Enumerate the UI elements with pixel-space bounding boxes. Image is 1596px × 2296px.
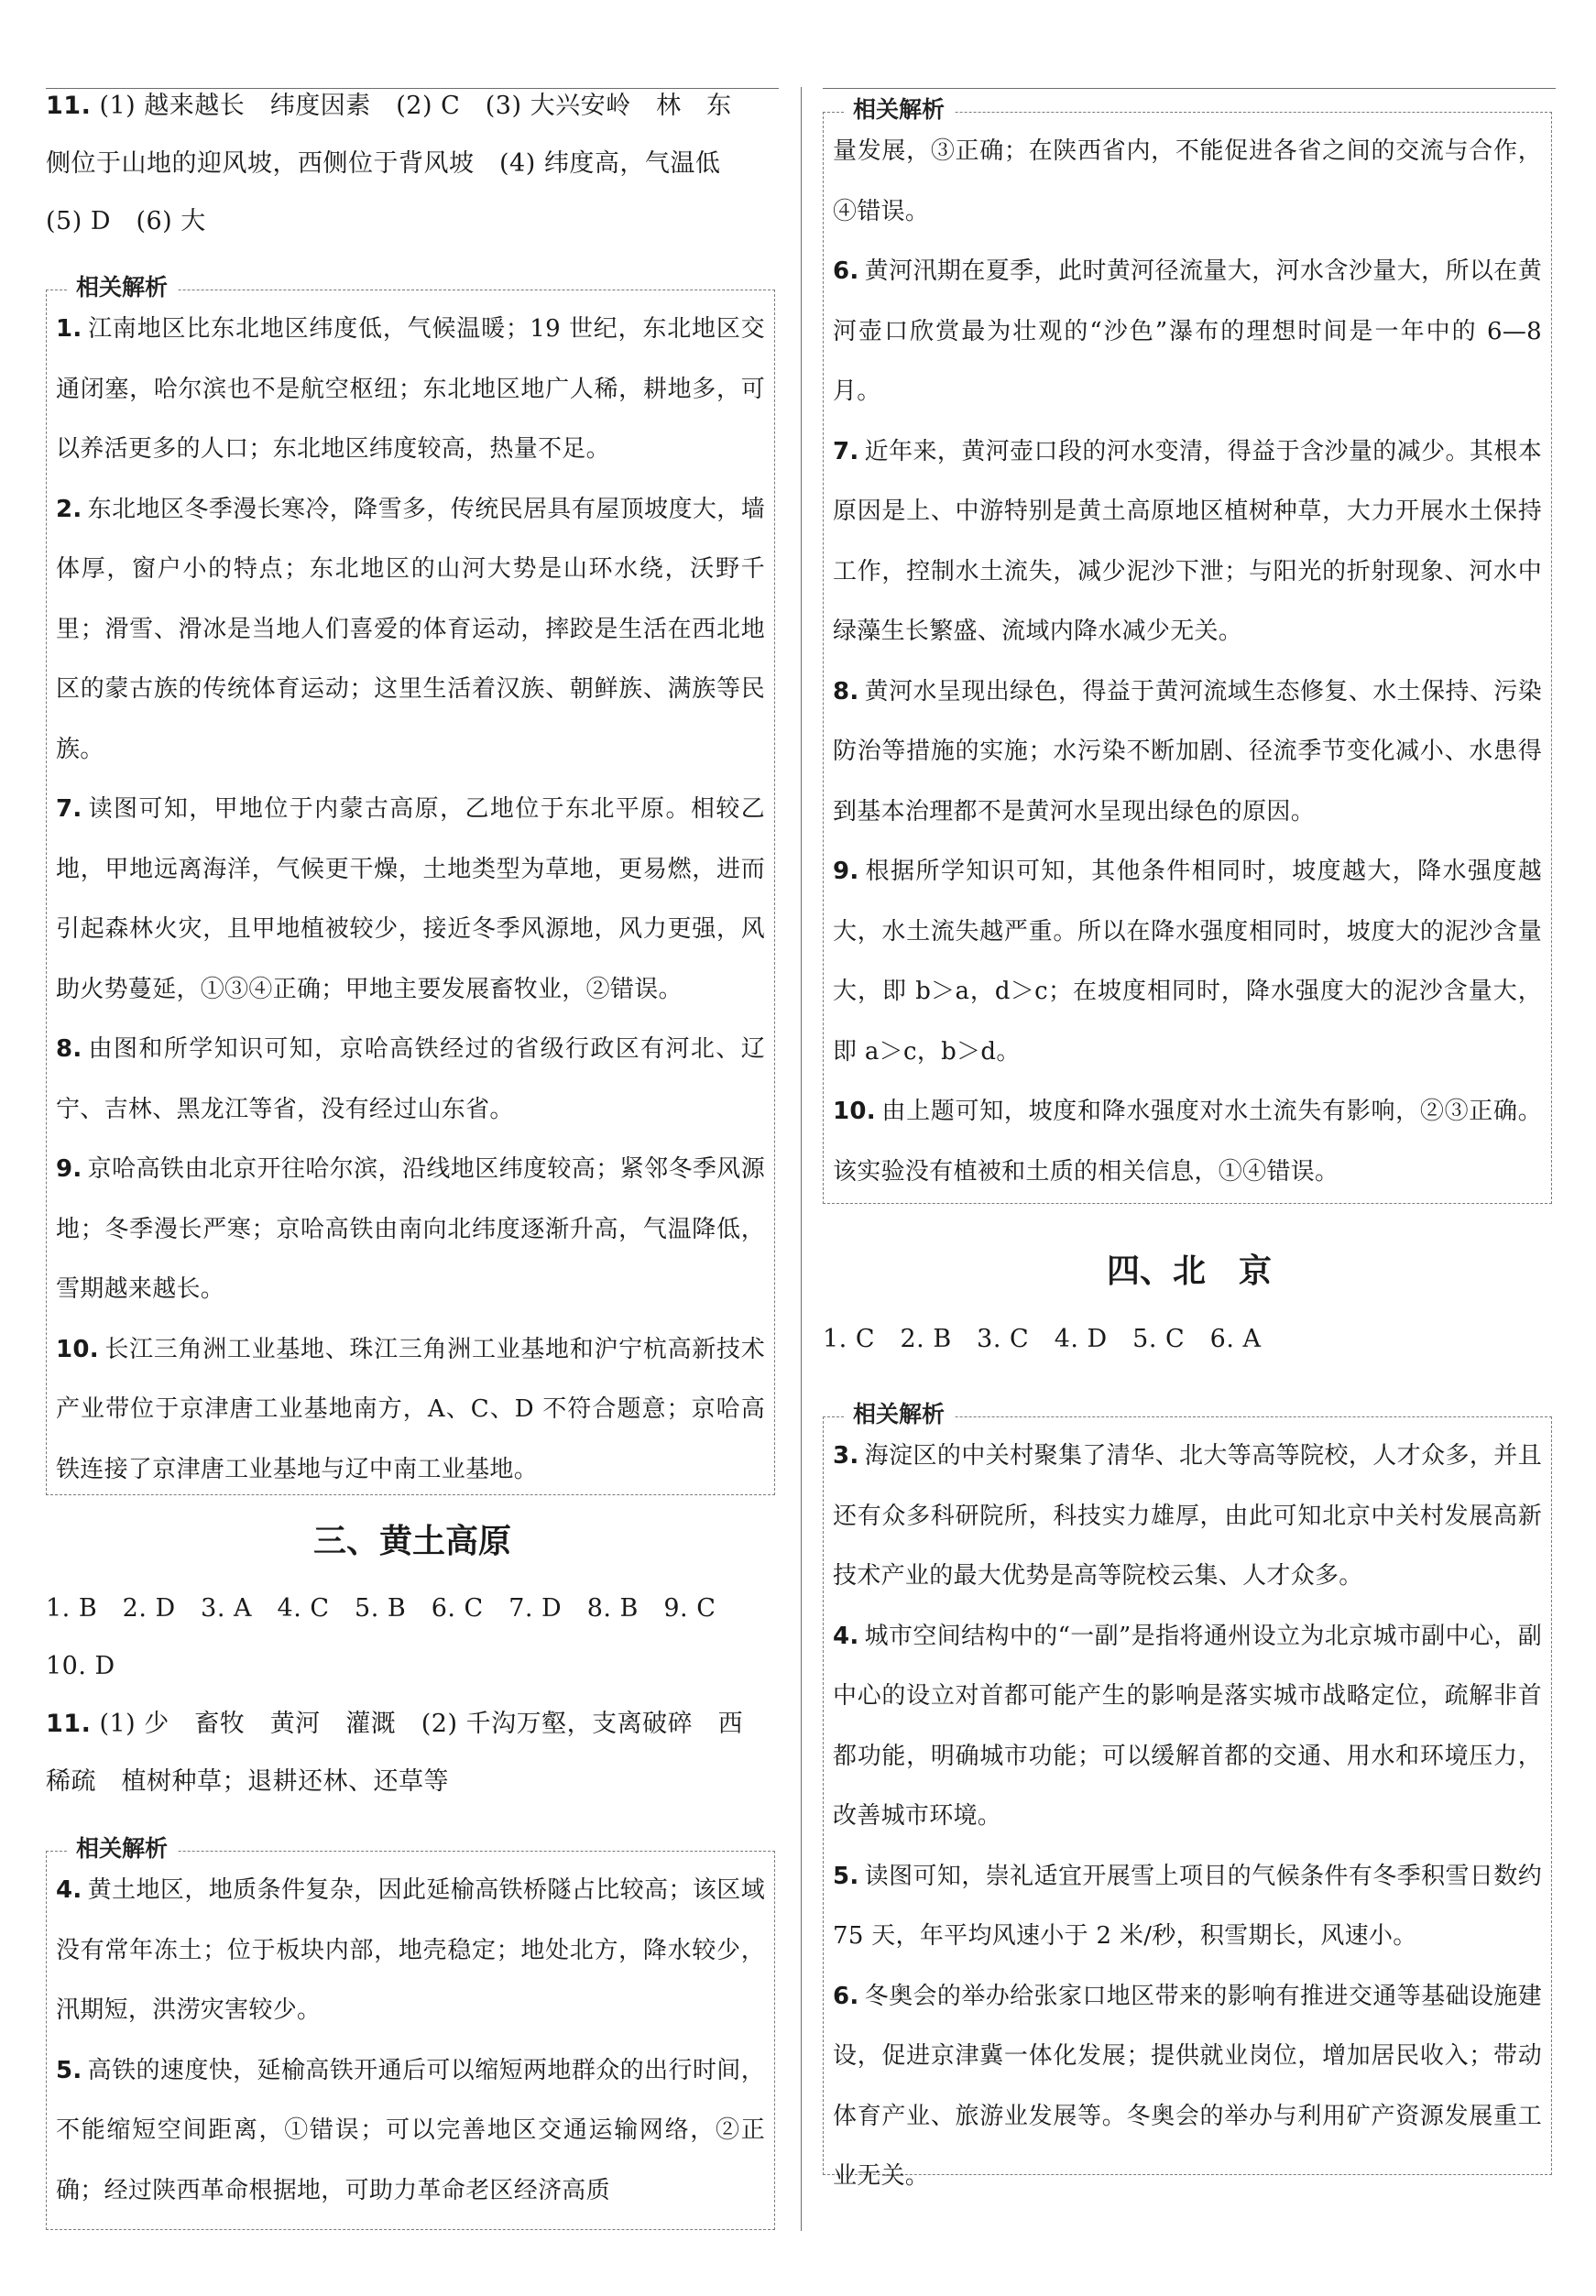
answers-line-2: 10. D xyxy=(46,1652,115,1680)
analysis-title: 相关解析 xyxy=(67,1833,177,1864)
analysis-item: 6. 黄河汛期在夏季，此时黄河径流量大，河水含沙量大，所以在黄河壶口欣赏最为壮观的“沙色”瀑布的理想时间是一年中的 6—8 月。 xyxy=(833,257,1542,405)
q11-line-1: (1) 越来越长 纬度因素 (2) C (3) 大兴安岭 林 东 xyxy=(99,92,732,120)
q11-line-3: (5) D (6) 大 xyxy=(46,207,206,235)
analysis-item: 5. 读图可知，崇礼适宜开展雪上项目的气候条件有冬季积雪日数约 75 天，年平均风速小于 2 米/秒，积雪期长，风速小。 xyxy=(833,1862,1542,1950)
analysis-box-1 xyxy=(46,274,775,1495)
analysis-item: 10. 由上题可知，坡度和降水强度对水土流失有影响，②③正确。该实验没有植被和土质的相关信息，①④错误。 xyxy=(833,1098,1542,1186)
analysis-item: 9. 京哈高铁由北京开往哈尔滨，沿线地区纬度较高；紧邻冬季风源地；冬季漫长严寒；京哈高铁由南向北纬度逐渐升高，气温降低，雪期越来越长。 xyxy=(56,1155,765,1303)
analysis-item: 7. 近年来，黄河壶口段的河水变清，得益于含沙量的减少。其根本原因是上、中游特别是黄土高原地区植树种草，大力开展水土保持工作，控制水土流失，减少泥沙下泄；与阳光的折射现象、河水中绿藻生长繁盛、流域内降水减少无关。 xyxy=(833,437,1542,645)
analysis-item: 4. 城市空间结构中的“一副”是指将通州设立为北京城市副中心，副中心的设立对首都可能产生的影响是落实城市战略定位，疏解非首都功能，明确城市功能；可以缓解首都的交通、用水和环境压力，改善城市环境。 xyxy=(833,1622,1542,1830)
analysis-box-3 xyxy=(823,96,1552,1204)
analysis-box-2 xyxy=(46,1835,775,2230)
analysis-title: 相关解析 xyxy=(844,1399,954,1430)
q11-number: 11. xyxy=(46,92,92,120)
analysis-item: 4. 黄土地区，地质条件复杂，因此延榆高铁桥隧占比较高；该区域没有常年冻土；位于板块内部，地壳稳定；地处北方，降水较少，汛期短，洪涝灾害较少。 xyxy=(56,1876,765,2024)
s3-q11-line-2: 稀疏 植树种草；退耕还林、还草等 xyxy=(46,1767,449,1796)
analysis-item: 5. 高铁的速度快，延榆高铁开通后可以缩短两地群众的出行时间，不能缩短空间距离，①错误；可以完善地区交通运输网络，②正确；经过陕西革命根据地，可助力革命老区经济高质 xyxy=(56,2056,765,2204)
column-divider xyxy=(801,87,802,2231)
analysis-title: 相关解析 xyxy=(844,94,954,126)
analysis-item: 7. 读图可知，甲地位于内蒙古高原，乙地位于东北平原。相较乙地，甲地远离海洋，气候更干燥，土地类型为草地，更易燃，进而引起森林火灾，且甲地植被较少，接近冬季风源地，风力更强，风助火势蔓延，①③④正确；甲地主要发展畜牧业，②错误。 xyxy=(56,795,765,1003)
q11-line-2: 侧位于山地的迎风坡，西侧位于背风坡 (4) 纬度高，气温低 xyxy=(46,149,721,178)
analysis-item: 6. 冬奥会的举办给张家口地区带来的影响有推进交通等基础设施建设，促进京津冀一体化发展；提供就业岗位，增加居民收入；带动体育产业、旅游业发展等。冬奥会的举办与利用矿产资源发展重工业无关。 xyxy=(833,1982,1542,2190)
q11-answer xyxy=(46,77,779,250)
analysis-item: 量发展，③正确；在陕西省内，不能促进各省之间的交流与合作，④错误。 xyxy=(833,137,1542,225)
analysis-item: 3. 海淀区的中关村聚集了清华、北大等高等院校，人才众多，并且还有众多科研院所，科技实力雄厚，由此可知北京中关村发展高新技术产业的最大优势是高等院校云集、人才众多。 xyxy=(833,1442,1542,1590)
section-title-beijing: 四、北 京 xyxy=(1106,1252,1272,1290)
s3-q11-line-1: (1) 少 畜牧 黄河 灌溉 (2) 千沟万壑，支离破碎 西 xyxy=(99,1710,744,1738)
analysis-item: 8. 由图和所学知识可知，京哈高铁经过的省级行政区有河北、辽宁、吉林、黑龙江等省，没有经过山东省。 xyxy=(56,1035,765,1123)
section4-answers: 1. C 2. B 3. C 4. D 5. C 6. A xyxy=(823,1325,1262,1353)
analysis-item: 2. 东北地区冬季漫长寒冷，降雪多，传统民居具有屋顶坡度大，墙体厚，窗户小的特点；东北地区的山河大势是山环水绕，沃野千里；滑雪、滑冰是当地人们喜爱的体育运动，摔跤是生活在西北地区的蒙古族的传统体育运动；这里生活着汉族、朝鲜族、满族等民族。 xyxy=(56,495,765,763)
section3-answers xyxy=(46,1580,779,1810)
analysis-item: 10. 长江三角洲工业基地、珠江三角洲工业基地和沪宁杭高新技术产业带位于京津唐工业基地南方，A、C、D 不符合题意；京哈高铁连接了京津唐工业基地与辽中南工业基地。 xyxy=(56,1335,765,1483)
section-title-loess-plateau: 三、黄土高原 xyxy=(312,1523,511,1560)
analysis-item: 9. 根据所学知识可知，其他条件相同时，坡度越大，降水强度越大，水土流失越严重。所以在降水强度相同时，坡度大的泥沙含量大，即 b＞a，d＞c；在坡度相同时，降水强度大的泥沙含量大，即 a＞c，b＞d。 xyxy=(833,858,1542,1066)
analysis-item: 8. 黄河水呈现出绿色，得益于黄河流域生态修复、水土保持、污染防治等措施的实施；水污染不断加剧、径流季节变化减小、水患得到基本治理都不是黄河水呈现出绿色的原因。 xyxy=(833,677,1542,825)
analysis-box-4 xyxy=(823,1401,1552,2190)
s3-q11-number: 11. xyxy=(46,1710,92,1738)
right-top-rule xyxy=(823,88,1556,89)
analysis-item: 1. 江南地区比东北地区纬度低，气候温暖；19 世纪，东北地区交通闭塞，哈尔滨也不是航空枢纽；东北地区地广人稀，耕地多，可以养活更多的人口；东北地区纬度较高，热量不足。 xyxy=(56,315,765,463)
analysis-title: 相关解析 xyxy=(67,272,177,303)
answers-line-1: 1. B 2. D 3. A 4. C 5. B 6. C 7. D 8. B 9. C xyxy=(46,1594,716,1623)
